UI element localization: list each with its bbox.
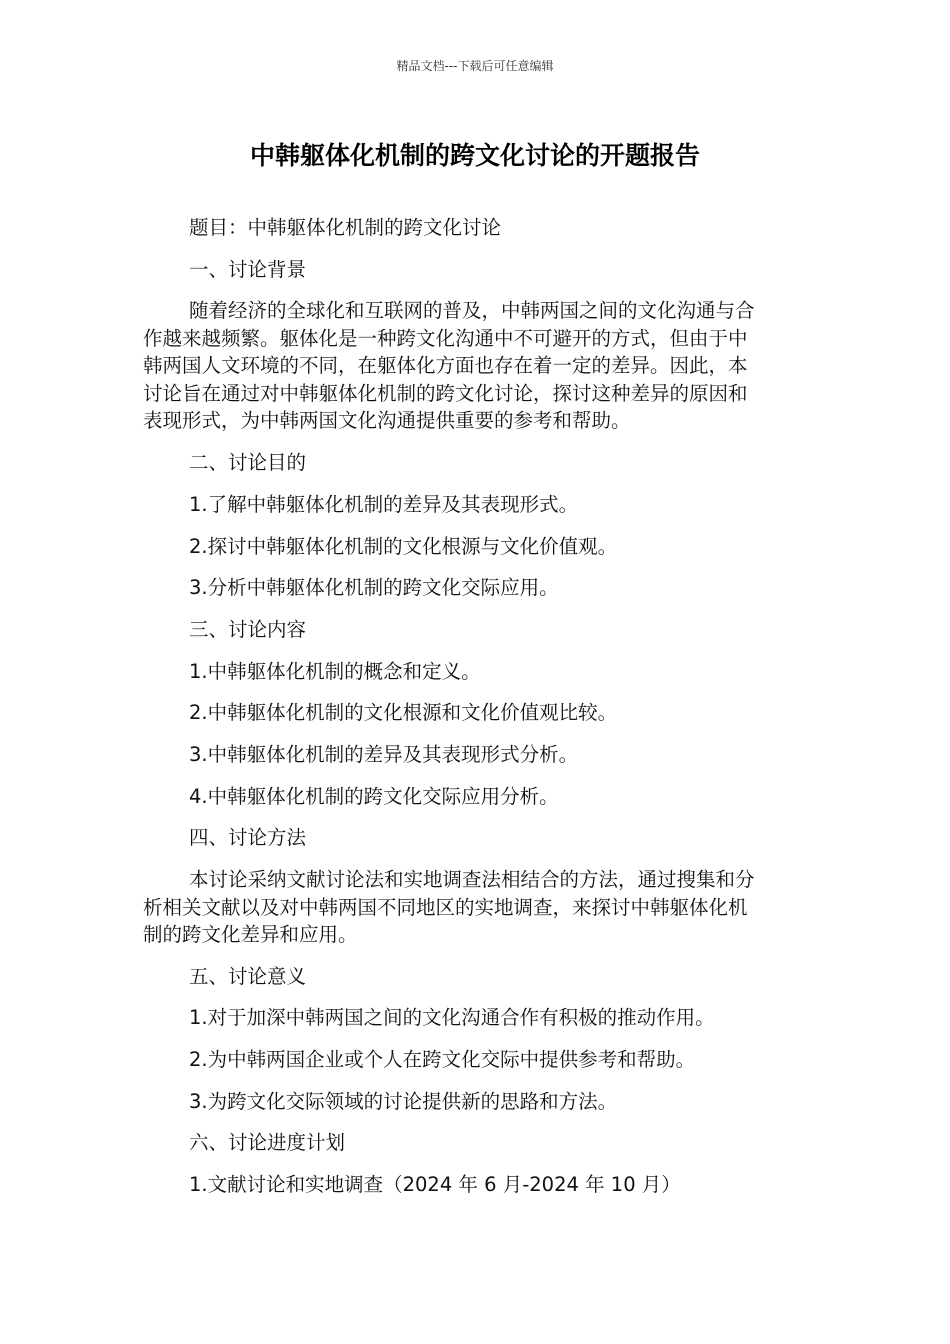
paragraph-line: 本讨论采纳文献讨论法和实地调查法相结合的方法，通过搜集和分 (189, 868, 755, 891)
section-heading-purpose: 二、讨论目的 (189, 451, 307, 474)
section-heading-method: 四、讨论方法 (189, 826, 307, 849)
method-paragraph (143, 866, 793, 949)
list-item: 2.探讨中韩躯体化机制的文化根源与文化价值观。 (189, 535, 618, 558)
list-item: 4.中韩躯体化机制的跨文化交际应用分析。 (189, 785, 559, 808)
list-item: 1.对于加深中韩两国之间的文化沟通合作有积极的推动作用。 (189, 1006, 715, 1029)
paragraph-line: 析相关文献以及对中韩两国不同地区的实地调查，来探讨中韩躯体化机 (143, 895, 748, 919)
paragraph-line: 韩两国人文环境的不同，在躯体化方面也存在着一定的差异。因此，本 (143, 354, 748, 377)
list-item: 3.中韩躯体化机制的差异及其表现形式分析。 (189, 743, 579, 766)
section-heading-significance: 五、讨论意义 (189, 965, 307, 988)
list-item: 3.为跨文化交际领域的讨论提供新的思路和方法。 (189, 1090, 618, 1113)
paragraph-line: 随着经济的全球化和互联网的普及，中韩两国之间的文化沟通与合 (189, 299, 755, 322)
list-item: 2.为中韩两国企业或个人在跨文化交际中提供参考和帮助。 (189, 1048, 696, 1071)
paragraph-line: 表现形式，为中韩两国文化沟通提供重要的参考和帮助。 (143, 409, 631, 432)
page-header: 精品文档---下载后可任意编辑 (396, 59, 554, 73)
document-title: 中韩躯体化机制的跨文化讨论的开题报告 (249, 141, 700, 170)
topic-line: 题目：中韩躯体化机制的跨文化讨论 (189, 216, 502, 239)
section-heading-schedule: 六、讨论进度计划 (189, 1131, 346, 1154)
paragraph-line: 讨论旨在通过对中韩躯体化机制的跨文化讨论，探讨这种差异的原因和 (143, 381, 748, 405)
list-item: 2.中韩躯体化机制的文化根源和文化价值观比较。 (189, 701, 618, 724)
paragraph-line: 制的跨文化差异和应用。 (143, 923, 358, 946)
paragraph-line: 作越来越频繁。躯体化是一种跨文化沟通中不可避开的方式，但由于中 (143, 326, 748, 350)
list-item: 1.了解中韩躯体化机制的差异及其表现形式。 (189, 493, 579, 516)
background-paragraph (143, 297, 793, 435)
section-heading-background: 一、讨论背景 (189, 258, 307, 281)
section-heading-content: 三、讨论内容 (189, 618, 307, 641)
list-item: 1.中韩躯体化机制的概念和定义。 (189, 660, 481, 683)
list-item: 3.分析中韩躯体化机制的跨文化交际应用。 (189, 576, 559, 599)
list-item: 1.文献讨论和实地调查（2024 年 6 月-2024 年 10 月） (189, 1173, 681, 1196)
